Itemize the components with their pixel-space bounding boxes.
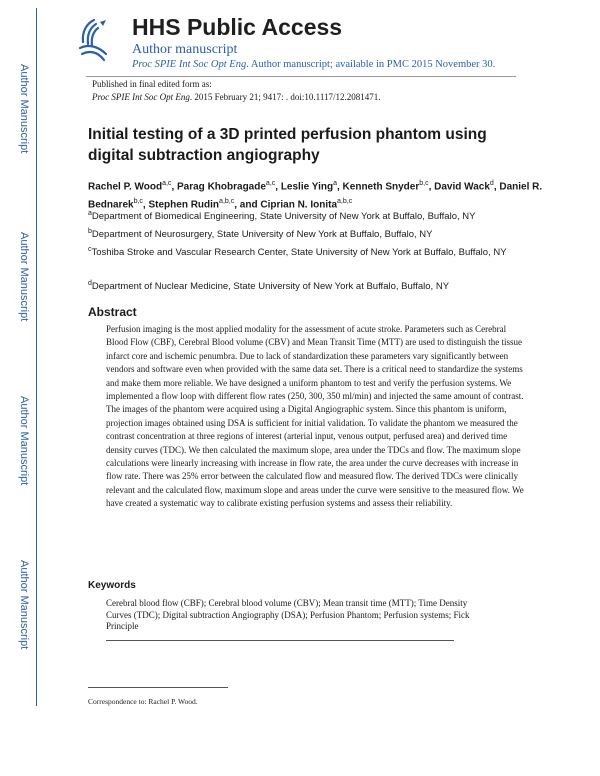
author-affiliation-marker: a,b,c	[219, 198, 235, 206]
author-affiliation-marker: a,c	[265, 180, 276, 187]
journal-name: Proc SPIE Int Soc Opt Eng	[132, 59, 247, 70]
author-affiliation-marker: a,b,c	[337, 198, 353, 206]
sidebar-label: Author Manuscript	[18, 232, 30, 322]
affiliation-marker: a	[88, 210, 92, 217]
affiliation	[88, 207, 528, 224]
author-name: Parag Khobragade	[177, 181, 266, 193]
header-divider	[86, 76, 516, 77]
author-affiliation-marker: b,c	[419, 180, 429, 187]
affiliation-text: Department of Nuclear Medicine, State University of New York at Buffalo, Buffalo, NY	[91, 281, 450, 293]
author-name: Ciprian N. Ionita	[260, 199, 338, 211]
author-name: Daniel R. Bednarek	[88, 181, 543, 211]
keywords-divider	[106, 640, 454, 641]
affiliation-text: Department of Biomedical Engineering, State University of New York at Buffalo, Buffalo, NY	[91, 211, 476, 223]
author-affiliation-marker: a	[333, 180, 337, 187]
abstract-body: Perfusion imaging is the most applied modality for the assessment of acute stroke. Parameters such as Cerebral Blood Flow (CBF), Cerebral Blood volume (CBV) and Mean Transit Time (MTT) are used to distinguish the tissue infarct core and ischemic penumbra. Due to lack of standardization these parameters vary significantly between vendors and software even when provided with the same data set. There is a critical need to standardize the systems and make them more reliable. We have designed a uniform phantom to test and verify the perfusion systems. We implemented a flow loop with different flow rates (250, 300, 350 ml/min) and injected the same amount of contrast. The images of the phantom were acquired using a Digital Angiographic system. Since this phantom is uniform, projection images obtained using DSA is sufficient for initial validation. To validate the phantom we measured the contrast concentration at three regions of interest (arterial input, venous output, perfused area) and derived time density curves (TDC). We then calculated the maximum slope, area under the TDCs and flow. The maximum slope calculations were linearly increasing with increase in flow rate, the area under the curve decreases with increase in flow rate. There was 25% error between the calculated flow and measured flow. The derived TDCs were clinically relevant and the calculated flow, maximum slope and areas under the curve were sensitive to the measured flow. We have created a systematic way to calibrate existing perfusion systems and assess their reliability.	[106, 324, 524, 509]
sidebar-rule	[36, 8, 37, 706]
author-name: Stephen Rudin	[148, 199, 220, 211]
abstract-heading: Abstract	[88, 305, 137, 319]
author-separator: ,	[493, 181, 500, 193]
citation-journal: Proc SPIE Int Soc Opt Eng	[92, 92, 190, 102]
citation	[92, 92, 380, 102]
author-name: Rachel P. Wood	[88, 181, 163, 193]
affiliation-marker: d	[88, 280, 92, 287]
author-separator: ,	[428, 181, 435, 193]
published-label: Published in final edited form as:	[92, 79, 212, 89]
hhs-eagle-logo-icon	[72, 14, 116, 64]
author-name: David Wack	[434, 181, 490, 193]
affiliation	[88, 225, 528, 242]
author-separator: ,	[336, 181, 343, 193]
sidebar-label: Author Manuscript	[18, 64, 30, 154]
article-title: Initial testing of a 3D printed perfusion phantom using digital subtraction angiography	[88, 126, 487, 164]
sidebar-label: Author Manuscript	[18, 396, 30, 486]
sidebar-label: Author Manuscript	[18, 560, 30, 650]
author-separator: ,	[275, 181, 281, 193]
author-separator: , and	[234, 199, 261, 211]
citation-details: . 2015 February 21; 9417: . doi:10.1117/12.2081471.	[189, 92, 381, 102]
affiliation-marker: b	[88, 228, 92, 235]
affiliation-text: Toshiba Stroke and Vascular Research Center, State University of New York at Buffalo, Buffalo, NY	[91, 247, 507, 259]
author-affiliation-marker: d	[489, 180, 494, 187]
hhs-subtitle: Author manuscript	[132, 42, 238, 57]
affiliation	[88, 243, 528, 260]
journal-availability	[132, 59, 495, 70]
footnote-divider	[88, 687, 228, 688]
author-name: Kenneth Snyder	[342, 181, 420, 193]
author-affiliation-marker: b,c	[133, 198, 143, 206]
availability-text: . Author manuscript; available in PMC 2015 November 30.	[246, 59, 496, 70]
affiliation	[88, 277, 528, 294]
keywords-body: Cerebral blood flow (CBF); Cerebral blood volume (CBV); Mean transit time (MTT); Time Density Curves (TDC); Digital subtraction Angiography (DSA); Perfusion Phantom; Perfusion systems; Fick Principle	[106, 598, 470, 632]
keywords-heading: Keywords	[88, 580, 136, 591]
hhs-title: HHS Public Access	[132, 14, 343, 40]
author-separator: ,	[142, 199, 149, 211]
affiliation-marker: c	[88, 246, 92, 253]
author-name: Leslie Ying	[280, 181, 334, 193]
correspondence-note: Correspondence to: Rachel P. Wood.	[88, 697, 198, 706]
affiliation-text: Department of Neurosurgery, State University of New York at Buffalo, Buffalo, NY	[91, 229, 433, 241]
author-separator: ,	[171, 181, 177, 193]
author-affiliation-marker: a,c	[162, 180, 172, 187]
